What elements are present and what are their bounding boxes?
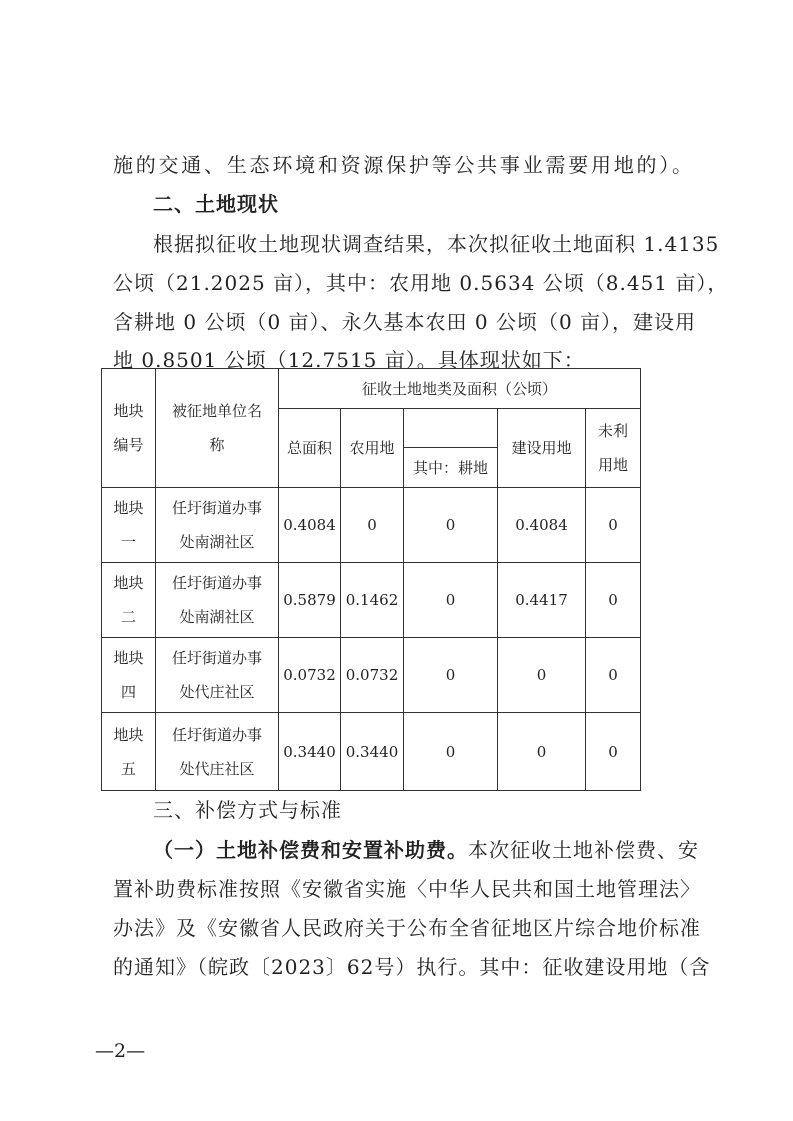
paragraph-line: 公顷（21.2025 亩），其中：农用地 0.5634 公顷（8.451 亩）， — [113, 271, 729, 295]
cell-unused: 0 — [586, 488, 641, 563]
cell-text: 处南湖社区 — [179, 608, 255, 626]
paragraph-line: 含耕地 0 公顷（0 亩）、永久基本农田 0 公顷（0 亩），建设用 — [113, 310, 697, 334]
cell-total: 0.5879 — [279, 563, 341, 638]
cell-unit — [156, 713, 279, 791]
table-row — [102, 488, 641, 563]
cell-arable: 0 — [404, 713, 498, 791]
paragraph-line: 置补助费标准按照《安徽省实施〈中华人民共和国土地管理法〉 — [113, 877, 701, 901]
cell-construction: 0.4417 — [498, 563, 586, 638]
paragraph-line: 办法》及《安徽省人民政府关于公布全省征地区片综合地价标准 — [113, 916, 701, 940]
header-construction: 建设用地 — [498, 409, 586, 488]
paragraph-line: 地 0.8501 公顷（12.7515 亩）。具体现状如下： — [113, 348, 585, 372]
cell-text: 地块 — [113, 725, 144, 744]
cell-total: 0.0732 — [279, 638, 341, 713]
cell-total: 0.4084 — [279, 488, 341, 563]
cell-agri: 0.0732 — [341, 638, 404, 713]
header-group: 征收土地地类及面积（公顷） — [279, 369, 641, 409]
table-row — [102, 638, 641, 713]
header-blank — [404, 409, 498, 448]
header-agri: 农用地 — [341, 409, 404, 488]
cell-arable: 0 — [404, 638, 498, 713]
header-text: 用地 — [597, 456, 628, 474]
land-status-table — [101, 368, 641, 791]
table-row — [102, 713, 641, 791]
cell-text: 地块 — [113, 574, 144, 592]
cell-agri: 0.3440 — [341, 713, 404, 791]
cell-arable: 0 — [404, 563, 498, 638]
cell-unit — [156, 563, 279, 638]
cell-text: 任圩街道办事 — [171, 649, 262, 667]
header-total: 总面积 — [279, 409, 341, 488]
cell-total: 0.3440 — [279, 713, 341, 791]
cell-text: 处代庄社区 — [179, 759, 255, 778]
header-unit — [156, 369, 279, 488]
section-heading-compensation: 三、补偿方式与标准 — [153, 798, 342, 822]
cell-unused: 0 — [586, 638, 641, 713]
cell-unit — [156, 488, 279, 563]
cell-arable: 0 — [404, 488, 498, 563]
cell-unused: 0 — [586, 563, 641, 638]
cell-construction: 0.4084 — [498, 488, 586, 563]
cell-text: 处南湖社区 — [179, 533, 255, 551]
cell-plot — [102, 488, 156, 563]
cell-construction: 0 — [498, 713, 586, 791]
cell-plot — [102, 713, 156, 791]
cell-unit — [156, 638, 279, 713]
cell-text: 任圩街道办事 — [171, 574, 262, 592]
header-text: 称 — [209, 436, 225, 454]
cell-text: 任圩街道办事 — [171, 725, 262, 744]
cell-text: 任圩街道办事 — [171, 499, 262, 517]
cell-text: 二 — [120, 608, 136, 626]
paragraph-line: 施的交通、生态环境和资源保护等公共事业需要用地的）。 — [113, 153, 693, 177]
table-row — [102, 563, 641, 638]
header-text: 被征地单位名 — [171, 402, 262, 420]
header-text: 编号 — [113, 436, 144, 454]
cell-plot — [102, 563, 156, 638]
cell-unused: 0 — [586, 713, 641, 791]
cell-text: 地块 — [113, 499, 144, 517]
cell-text: 一 — [120, 533, 136, 551]
cell-plot — [102, 638, 156, 713]
cell-text: 五 — [120, 759, 136, 778]
bold-lead: （一）土地补偿费和安置补助费。 — [153, 838, 468, 862]
section-heading-land-status: 二、土地现状 — [153, 192, 279, 216]
paragraph-line: 根据拟征收土地现状调查结果，本次拟征收土地面积 1.4135 — [153, 232, 720, 256]
header-arable: 其中：耕地 — [404, 448, 498, 488]
paragraph-line: 的通知》（皖政〔2023〕62号）执行。其中：征收建设用地（含 — [113, 955, 711, 979]
cell-agri: 0.1462 — [341, 563, 404, 638]
header-text: 地块 — [113, 402, 144, 420]
cell-text: 处代庄社区 — [179, 683, 255, 701]
page-number: —2— — [95, 1040, 146, 1062]
header-plot-no — [102, 369, 156, 488]
cell-text: 四 — [120, 683, 136, 701]
cell-construction: 0 — [498, 638, 586, 713]
paragraph-line — [153, 837, 699, 863]
cell-text: 地块 — [113, 649, 144, 667]
header-text: 未利 — [597, 422, 628, 440]
cell-agri: 0 — [341, 488, 404, 563]
header-unused — [586, 409, 641, 488]
paragraph-text: 本次征收土地补偿费、安 — [468, 838, 699, 862]
